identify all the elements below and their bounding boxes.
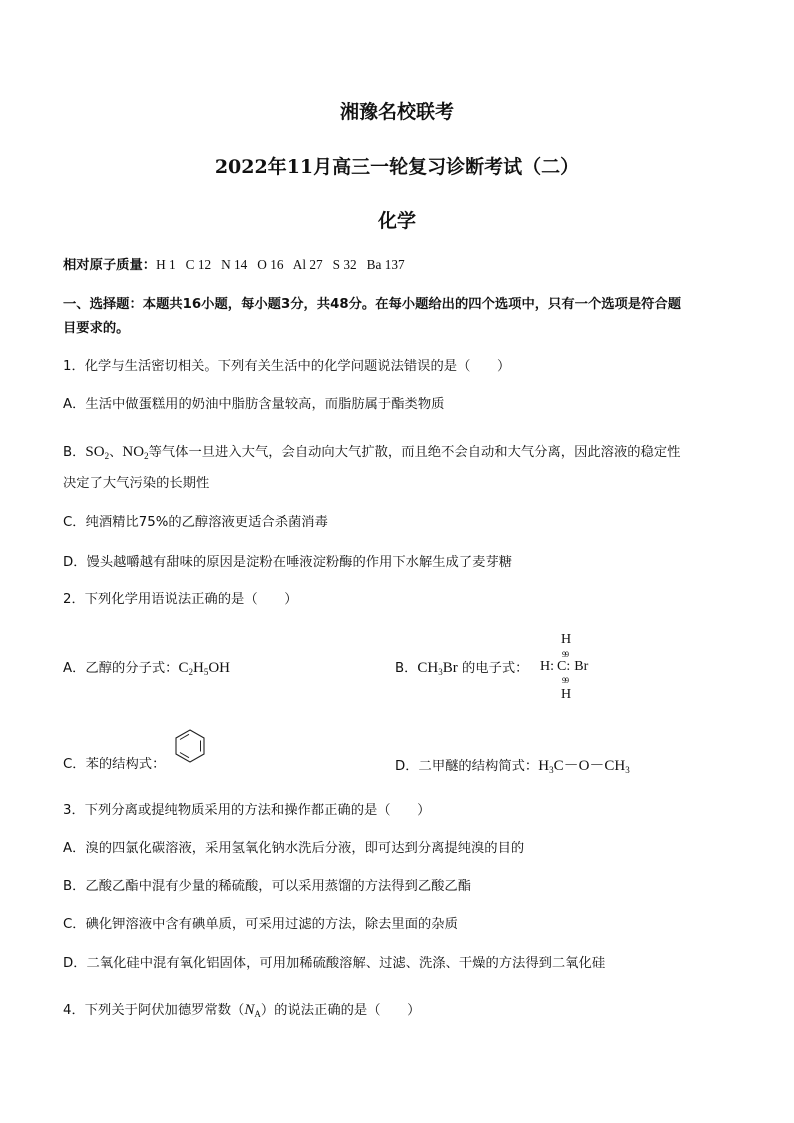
- q2-option-a: A．乙醇的分子式：$C_2H_5OH$: [63, 660, 231, 677]
- q4-stem: 4．下列关于阿伏加德罗常数$(N_A)$的说法正确的是（ ）: [63, 1002, 421, 1019]
- atomic-masses: [63, 257, 405, 274]
- q2-option-d: D．二甲醚的结构简式：$H_3C-O-CH_3$: [395, 758, 630, 775]
- atomic-masses-values: H 1 C 12 N 14 O 16 Al 27 S 32 Ba 137: [156, 257, 405, 272]
- q1-option-a: A．生活中做蛋糕用的奶油中脂肪含量较高，而脂肪属于酯类物质: [63, 397, 445, 412]
- q1-option-d: D．馒头越嚼越有甜味的原因是淀粉在唾液淀粉酶的作用下水解生成了麦芽糖: [63, 555, 513, 570]
- q2-option-b: B．$CH_3Br$ 的电子式：: [395, 660, 529, 677]
- q2-option-c: C．苯的结构式：: [63, 757, 166, 772]
- q1-option-b-line2: 决定了大气污染的长期性: [63, 476, 210, 491]
- electron-dot-h-bottom: H: [561, 687, 572, 702]
- subject-title: 化学: [377, 210, 416, 232]
- q3-option-d: D．二氧化硅中混有氧化铝固体，可用加稀硫酸溶解、过滤、洗涤、干燥的方法得到二氧化硅: [63, 956, 606, 971]
- electron-dot-pair-bottom: 99: [562, 676, 568, 685]
- q1-option-b: B．$SO_2$、$NO_2$等气体一旦进入大气，会自动向大气扩散，而且绝不会自动和大气分离，因此溶液的稳定性: [63, 444, 681, 461]
- electron-dot-h-top: H: [561, 632, 572, 647]
- q3-option-b: B．乙酸乙酯中混有少量的稀硫酸，可以采用蒸馏的方法得到乙酸乙酯: [63, 879, 472, 894]
- electron-dot-pair-top: 99: [562, 650, 568, 659]
- electron-dot-row: H: C: Br: [540, 659, 589, 674]
- q3-option-c: C．碘化钾溶液中含有碘单质，可采用过滤的方法，除去里面的杂质: [63, 917, 458, 932]
- q2-stem: 2．下列化学用语说法正确的是（ ）: [63, 592, 298, 607]
- section1-line1: 一、选择题：本题共16小题，每小题3分，共48分。在每小题给出的四个选项中，只有一个选项是符合题: [63, 297, 682, 312]
- q3-stem: 3．下列分离或提纯物质采用的方法和操作都正确的是（ ）: [63, 803, 431, 818]
- q1-option-c: C．纯酒精比75%的乙醇溶液更适合杀菌消毒: [63, 515, 328, 530]
- atomic-masses-label: 相对原子质量：: [63, 258, 157, 273]
- exam-header-line1: 湘豫名校联考: [339, 101, 454, 123]
- benzene-ring-icon: [172, 728, 208, 764]
- q3-option-a: A．溴的四氯化碳溶液，采用氢氧化钠水洗后分液，即可达到分离提纯溴的目的: [63, 841, 525, 856]
- q1-stem: 1．化学与生活密切相关。下列有关生活中的化学问题说法错误的是（ ）: [63, 359, 511, 374]
- section1-line2: 目要求的。: [63, 321, 130, 336]
- exam-title: 2022年11月高三一轮复习诊断考试（二）: [214, 156, 580, 178]
